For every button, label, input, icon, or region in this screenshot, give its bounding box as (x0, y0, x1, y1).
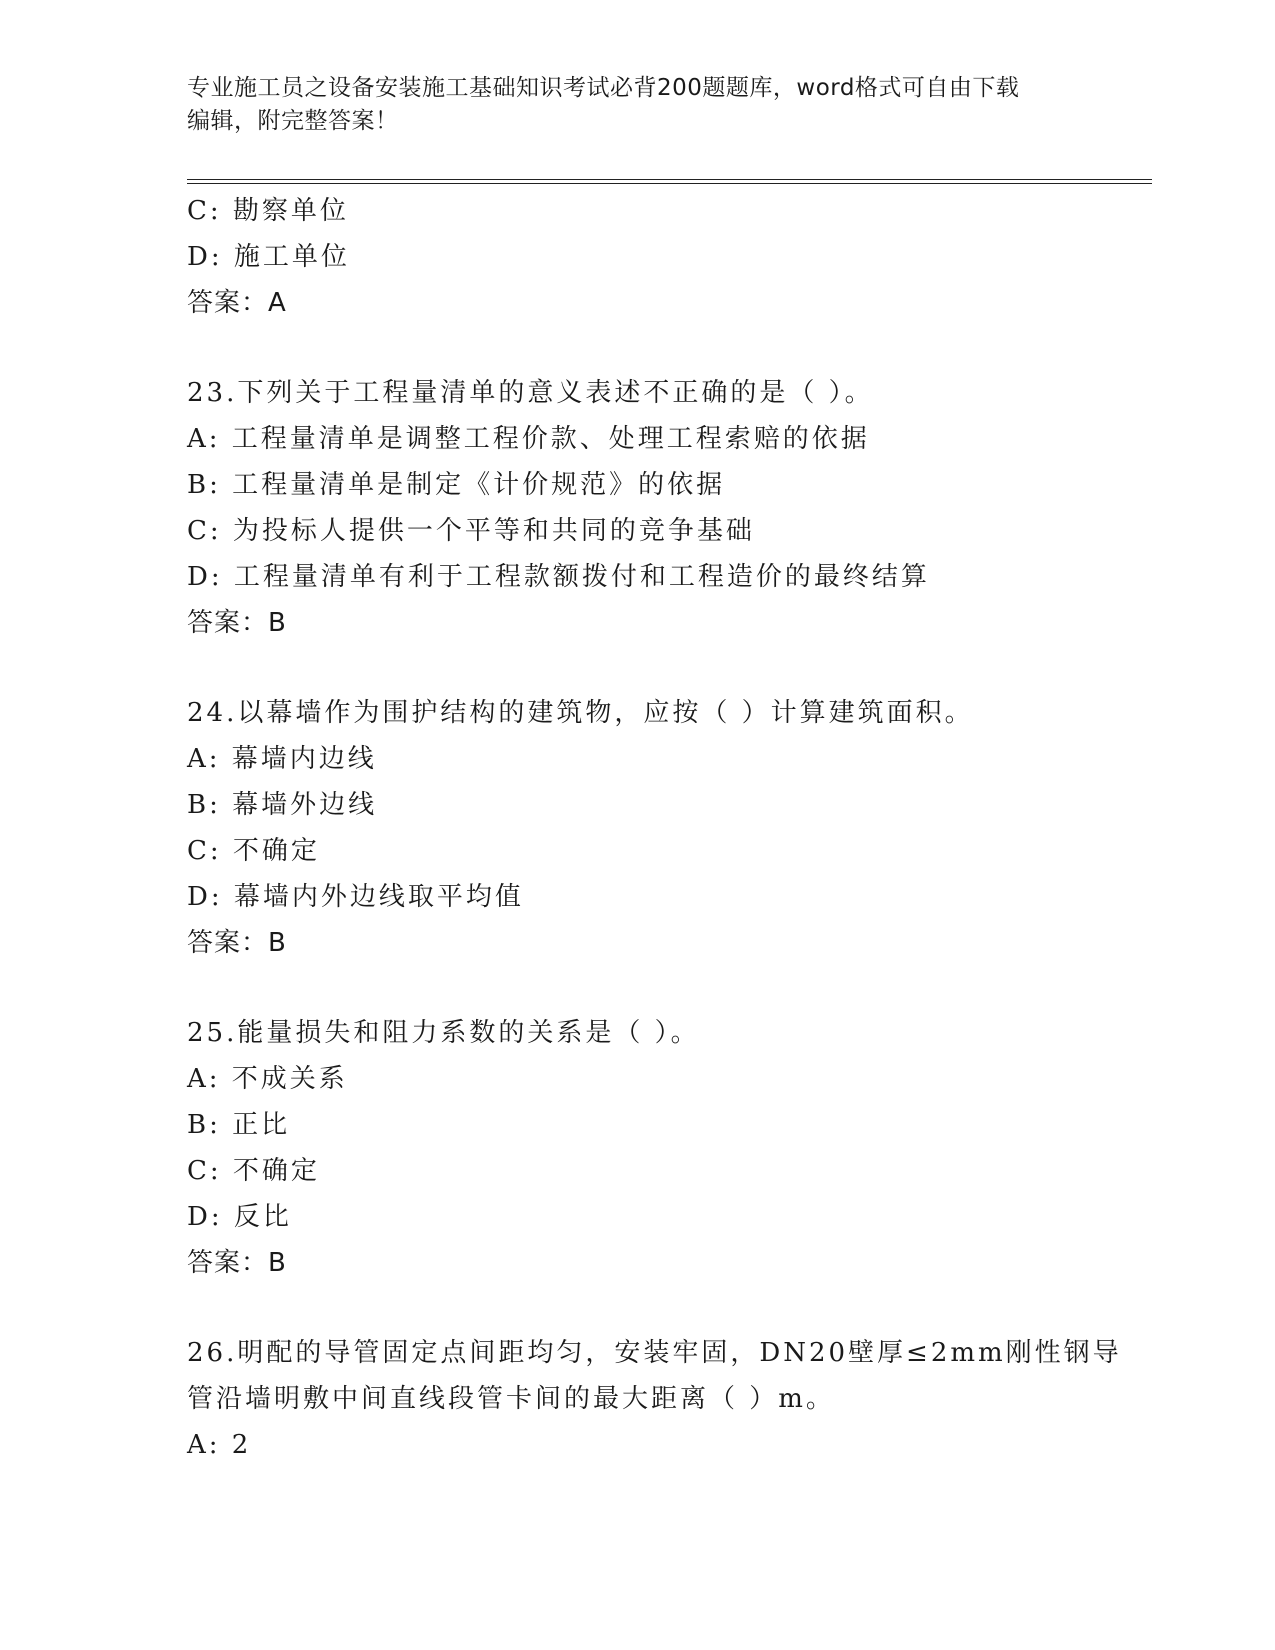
question-text: 24.以幕墙作为围护结构的建筑物，应按（ ）计算建筑面积。 (187, 698, 974, 728)
option-b: B: 工程量清单是制定《计价规范》的依据 (187, 470, 726, 500)
option-d: D: 幕墙内外边线取平均值 (187, 882, 524, 912)
option-d: D: 施工单位 (187, 242, 350, 272)
question-25 (187, 1010, 1147, 1286)
option-c: C: 不确定 (187, 836, 320, 866)
answer-line: 答案：B (187, 608, 287, 638)
question-text-line-1: 26.明配的导管固定点间距均匀，安装牢固，DN20壁厚≤2mm刚性钢导 (187, 1338, 1122, 1368)
option-d: D: 反比 (187, 1202, 292, 1232)
question-text: 23.下列关于工程量清单的意义表述不正确的是（ ）。 (187, 378, 874, 408)
header-line-2: 编辑，附完整答案！ (187, 108, 399, 134)
option-a: A: 不成关系 (187, 1064, 348, 1094)
option-c: C: 勘察单位 (187, 196, 349, 226)
question-text-line-2: 管沿墙明敷中间直线段管卡间的最大距离（ ）m。 (187, 1384, 835, 1414)
question-list (187, 188, 1147, 1468)
header-divider-top (187, 179, 1152, 180)
header-line-1: 专业施工员之设备安装施工基础知识考试必背200题题库，word格式可自由下载 (187, 75, 1020, 101)
option-c: C: 为投标人提供一个平等和共同的竞争基础 (187, 516, 755, 546)
question-23 (187, 370, 1147, 646)
question-24 (187, 690, 1147, 966)
option-a: A: 工程量清单是调整工程价款、处理工程索赔的依据 (187, 424, 870, 454)
answer-line: 答案：B (187, 1248, 287, 1278)
option-a: A: 2 (187, 1430, 252, 1460)
option-a: A: 幕墙内边线 (187, 744, 377, 774)
option-d: D: 工程量清单有利于工程款额拨付和工程造价的最终结算 (187, 562, 930, 592)
option-b: B: 正比 (187, 1110, 291, 1140)
header-divider-bottom (187, 183, 1152, 184)
answer-line: 答案：B (187, 928, 287, 958)
answer-line: 答案：A (187, 288, 287, 318)
question-26 (187, 1330, 1147, 1468)
option-c: C: 不确定 (187, 1156, 320, 1186)
document-header (187, 72, 1067, 138)
question-text: 25.能量损失和阻力系数的关系是（ ）。 (187, 1018, 700, 1048)
option-b: B: 幕墙外边线 (187, 790, 378, 820)
question-22-tail (187, 188, 1147, 326)
